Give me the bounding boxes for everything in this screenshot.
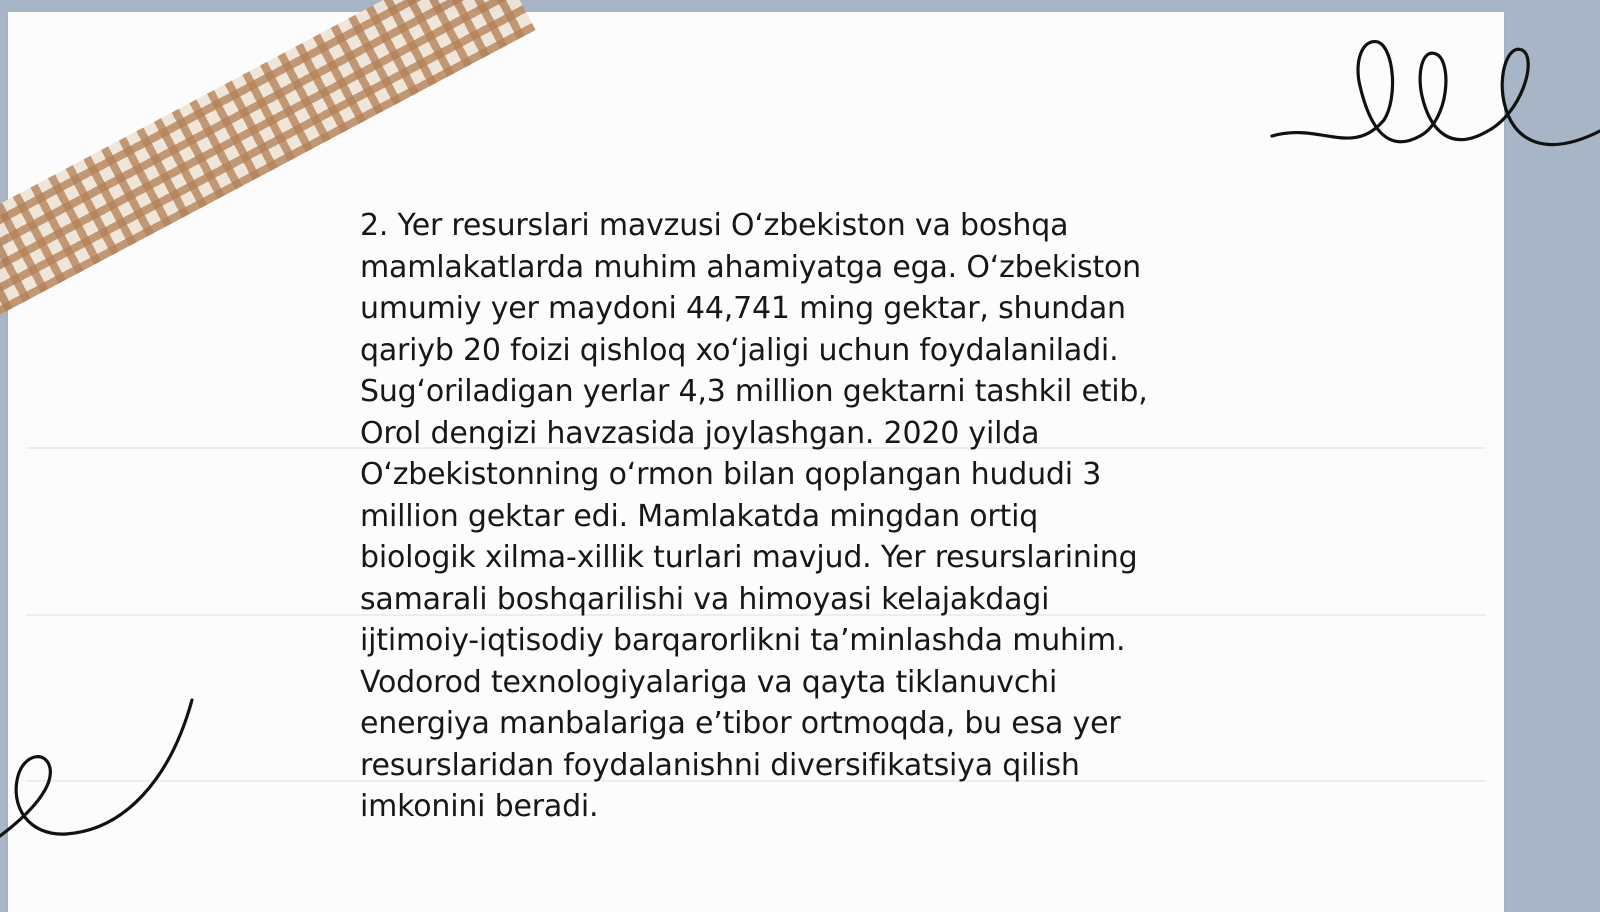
body-paragraph: 2. Yer resurslari mavzusi O‘zbekiston va boshqa mamlakatlarda muhim ahamiyatga ega. O‘zbekiston umumiy yer maydoni 44,741 ming gektar, shundan qariyb 20 foizi qishloq xo‘jaligi uchun foydalaniladi. Sug‘oriladigan yerlar 4,3 million gektarni tashkil etib, Orol dengizi havzasida joylashgan. 2020 yilda O‘zbekistonning o‘rmon bilan qoplangan hududi 3 million gektar edi. Mamlakatda mingdan ortiq biologik xilma-xillik turlari mavjud. Yer resurslarining samarali boshqarilishi va himoyasi kelajakdagi ijtimoiy-iqtisodiy barqarorlikni ta’minlashda muhim. Vodorod texnologiyalariga va qayta tiklanuvchi energiya manbalariga e’tibor ortmoqda, bu esa yer resurslaridan foydalanishni diversifikatsiya qilish imkonini beradi.: [360, 208, 1148, 824]
loop-doodle-top-right: [1272, 28, 1600, 168]
loop-doodle-bottom-left: [0, 698, 210, 858]
